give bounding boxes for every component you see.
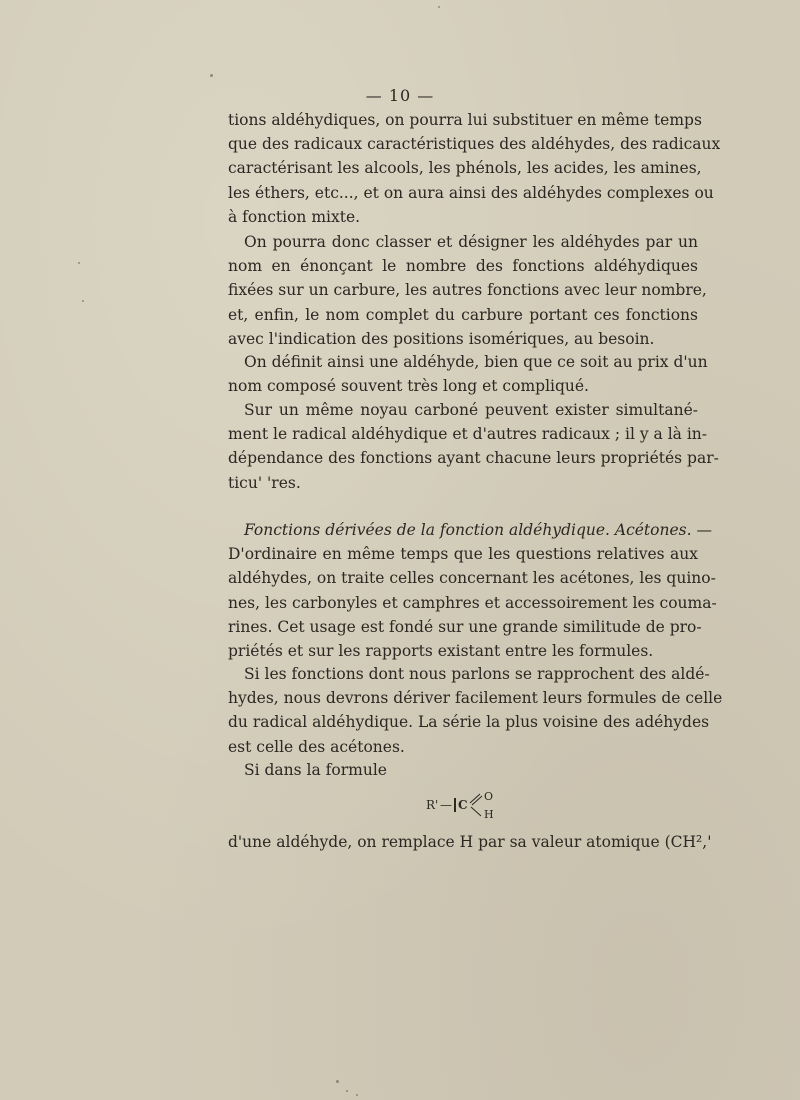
paper-speck — [78, 262, 80, 264]
formula-oxygen: O — [484, 790, 494, 803]
paper-speck — [346, 1090, 348, 1092]
section-heading: Fonctions dérivées de la fonction aldéhydique. Acétones. — [244, 521, 692, 539]
paper-speck — [82, 300, 84, 302]
text-line: et, enfin, le nom complet du carbure portant ces fonctions — [228, 305, 698, 324]
text-line: Sur un même noyau carboné peuvent exister simultané- — [244, 401, 698, 419]
paper-speck — [438, 6, 440, 8]
paragraph-6 — [228, 662, 723, 759]
text-line: hydes, nous devrons dériver facilement leurs formules de celle — [228, 689, 723, 708]
formula-radical: R' — [426, 798, 439, 812]
paragraph-1 — [228, 108, 721, 229]
paper-speck — [336, 1080, 339, 1083]
formula-single-bond — [471, 807, 481, 816]
text-line: dépendance des fonctions ayant chacune leurs propriétés par- — [228, 449, 719, 468]
section-heading-dash: — — [691, 521, 712, 539]
text-line: On pourra donc classer et désigner les aldéhydes par un — [244, 233, 698, 251]
text-line: à fonction mixte. — [228, 207, 361, 226]
text-line: nom composé souvent très long et compliqué. — [228, 377, 589, 396]
section-heading-line — [228, 518, 712, 542]
text-line: les éthers, etc..., et on aura ainsi des aldéhydes complexes ou — [228, 183, 714, 202]
paragraph-3 — [228, 350, 708, 398]
text-line: avec l'indication des positions isomériques, au besoin. — [228, 329, 655, 348]
formula-bond: — — [440, 798, 452, 812]
text-line: aldéhydes, on traite celles concernant les acétones, les quino- — [228, 569, 716, 588]
paragraph-7 — [228, 758, 698, 782]
text-line: nes, les carbonyles et camphres et accessoirement les couma- — [228, 593, 717, 612]
text-line: est celle des acétones. — [228, 737, 405, 756]
text-line: Si les fonctions dont nous parlons se rapprochent des aldé- — [244, 665, 710, 683]
text-line: d'une aldéhyde, on remplace H par sa valeur atomique (CH²,' — [228, 833, 712, 851]
paper-speck — [210, 74, 213, 77]
text-line: ment le radical aldéhydique et d'autres radicaux ; il y a là in- — [228, 425, 707, 444]
text-line: On définit ainsi une aldéhyde, bien que ce soit au prix d'un — [244, 353, 708, 371]
text-line: fixées sur un carbure, les autres fonctions avec leur nombre, — [228, 281, 707, 300]
paragraph-5 — [228, 518, 717, 663]
text-line: du radical aldéhydique. La série la plus voisine des adéhydes — [228, 713, 710, 732]
formula-graphic — [424, 788, 514, 822]
text-line: rines. Cet usage est fondé sur une grande similitude de pro- — [228, 617, 702, 636]
formula-hydrogen: H — [484, 808, 494, 821]
text-line: que des radicaux caractéristiques des aldéhydes, des radicaux — [228, 135, 721, 154]
text-line: caractérisant les alcools, les phénols, les acides, les amines, — [228, 159, 702, 178]
text-line: priétés et sur les rapports existant entre les formules. — [228, 641, 654, 660]
paragraph-8 — [228, 830, 712, 854]
formula-carbon: C — [458, 798, 468, 812]
text-line: ticu' 'res. — [228, 473, 301, 492]
aldehyde-formula — [424, 788, 514, 822]
paper-speck — [356, 1094, 358, 1096]
text-line: Si dans la formule — [244, 761, 387, 779]
page-number: — 10 — — [365, 86, 435, 105]
text-line: tions aldéhydiques, on pourra lui substituer en même temps — [228, 111, 702, 129]
paragraph-2 — [228, 230, 707, 351]
paragraph-4 — [228, 398, 719, 495]
text-line: nom en énonçant le nombre des fonctions aldéhydiques — [228, 257, 698, 276]
text-line: D'ordinaire en même temps que les questions relatives aux — [228, 545, 698, 564]
